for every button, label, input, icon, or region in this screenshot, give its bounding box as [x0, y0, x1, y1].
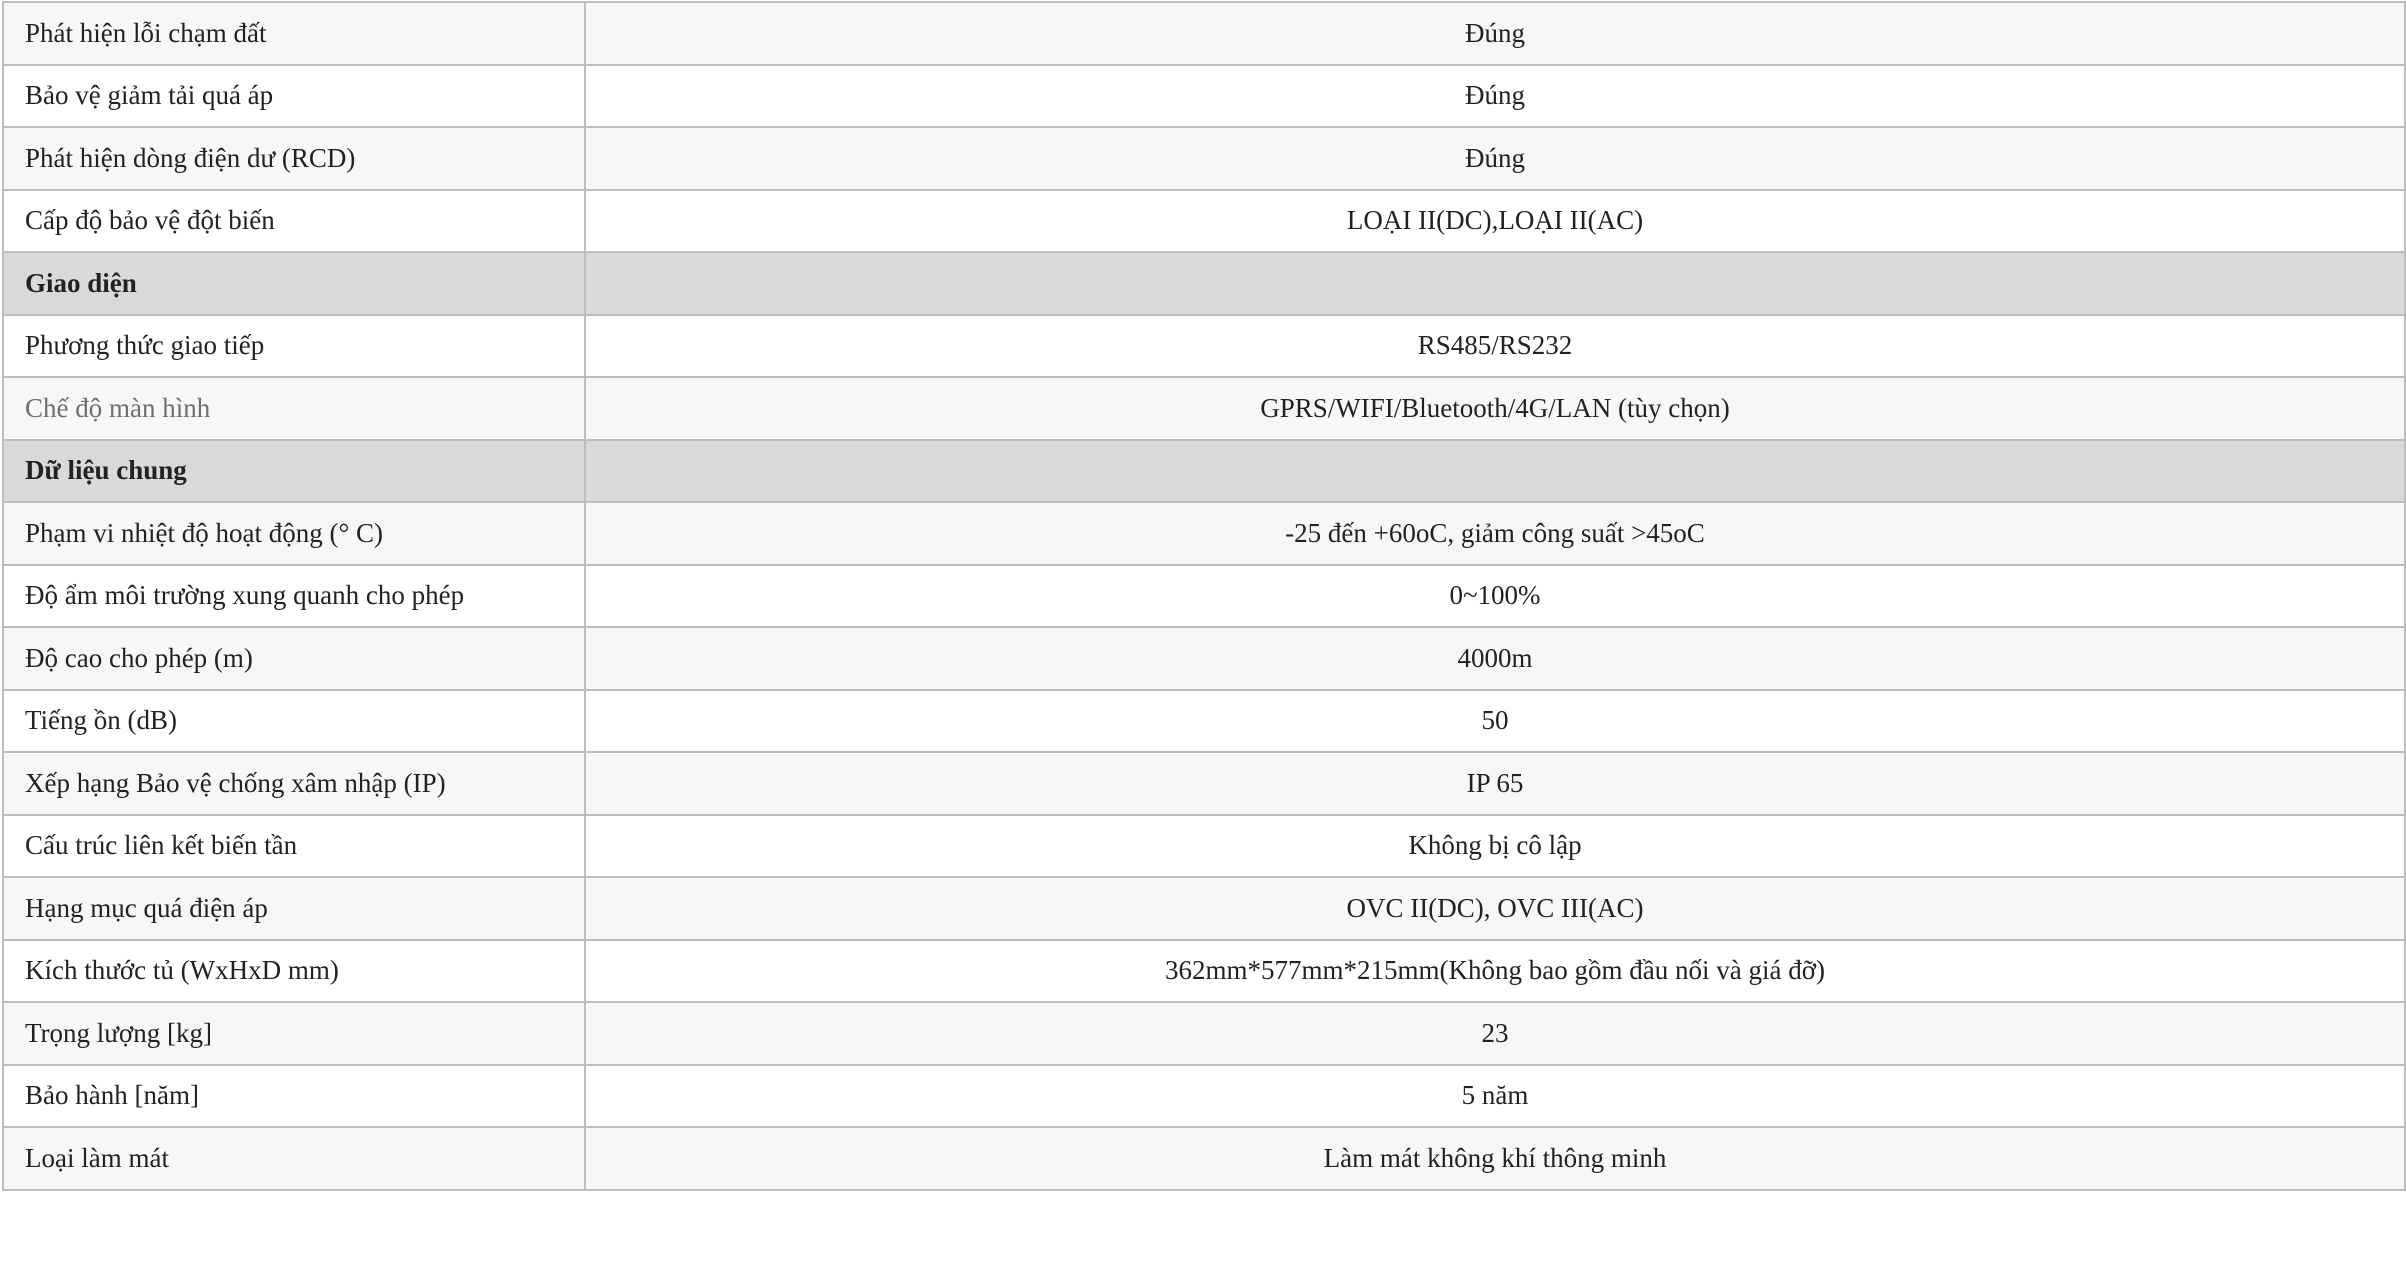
row-label: Hạng mục quá điện áp	[3, 877, 585, 940]
table-row-warranty	[3, 1065, 2405, 1128]
table-row-inverter-topology	[3, 815, 2405, 878]
row-value: 362mm*577mm*215mm(Không bao gồm đầu nối và giá đỡ)	[585, 940, 2405, 1003]
row-label: Bảo hành [năm]	[3, 1065, 585, 1128]
row-label: Tiếng ồn (dB)	[3, 690, 585, 753]
row-label: Bảo vệ giảm tải quá áp	[3, 65, 585, 128]
row-label: Phát hiện lỗi chạm đất	[3, 2, 585, 65]
row-value: Đúng	[585, 65, 2405, 128]
row-value: Làm mát không khí thông minh	[585, 1127, 2405, 1190]
section-header-interface	[3, 252, 2405, 315]
section-header-general-data	[3, 440, 2405, 503]
row-label: Xếp hạng Bảo vệ chống xâm nhập (IP)	[3, 752, 585, 815]
row-value: Không bị cô lập	[585, 815, 2405, 878]
row-value: 4000m	[585, 627, 2405, 690]
table-row-cabinet-size	[3, 940, 2405, 1003]
row-label: Phương thức giao tiếp	[3, 315, 585, 378]
row-value: LOẠI II(DC),LOẠI II(AC)	[585, 190, 2405, 253]
row-label: Phát hiện dòng điện dư (RCD)	[3, 127, 585, 190]
row-label: Cấp độ bảo vệ đột biến	[3, 190, 585, 253]
row-value: -25 đến +60oC, giảm công suất >45oC	[585, 502, 2405, 565]
table-row-overvoltage-load-drop	[3, 65, 2405, 128]
row-value: 50	[585, 690, 2405, 753]
section-title: Dữ liệu chung	[3, 440, 585, 503]
table-row-rcd	[3, 127, 2405, 190]
table-row-overvoltage-category	[3, 877, 2405, 940]
row-value: GPRS/WIFI/Bluetooth/4G/LAN (tùy chọn)	[585, 377, 2405, 440]
table-row-ip-rating	[3, 752, 2405, 815]
table-row-cooling	[3, 1127, 2405, 1190]
table-row-surge-protection	[3, 190, 2405, 253]
row-label: Độ cao cho phép (m)	[3, 627, 585, 690]
table-row-communication	[3, 315, 2405, 378]
row-label: Độ ẩm môi trường xung quanh cho phép	[3, 565, 585, 628]
row-value: Đúng	[585, 2, 2405, 65]
row-label: Kích thước tủ (WxHxD mm)	[3, 940, 585, 1003]
table-row-monitor-mode	[3, 377, 2405, 440]
section-value	[585, 440, 2405, 503]
row-value: Đúng	[585, 127, 2405, 190]
table-row-ground-fault	[3, 2, 2405, 65]
row-label: Chế độ màn hình	[3, 377, 585, 440]
row-value: 5 năm	[585, 1065, 2405, 1128]
spec-table	[2, 1, 2406, 1191]
row-value: OVC II(DC), OVC III(AC)	[585, 877, 2405, 940]
row-value: IP 65	[585, 752, 2405, 815]
row-value: RS485/RS232	[585, 315, 2405, 378]
row-value: 23	[585, 1002, 2405, 1065]
table-row-operating-temperature	[3, 502, 2405, 565]
row-label: Trọng lượng [kg]	[3, 1002, 585, 1065]
table-row-humidity	[3, 565, 2405, 628]
section-value	[585, 252, 2405, 315]
table-row-weight	[3, 1002, 2405, 1065]
row-label: Loại làm mát	[3, 1127, 585, 1190]
row-label: Cấu trúc liên kết biến tần	[3, 815, 585, 878]
table-row-altitude	[3, 627, 2405, 690]
row-label: Phạm vi nhiệt độ hoạt động (° C)	[3, 502, 585, 565]
section-title: Giao diện	[3, 252, 585, 315]
table-row-noise	[3, 690, 2405, 753]
row-value: 0~100%	[585, 565, 2405, 628]
